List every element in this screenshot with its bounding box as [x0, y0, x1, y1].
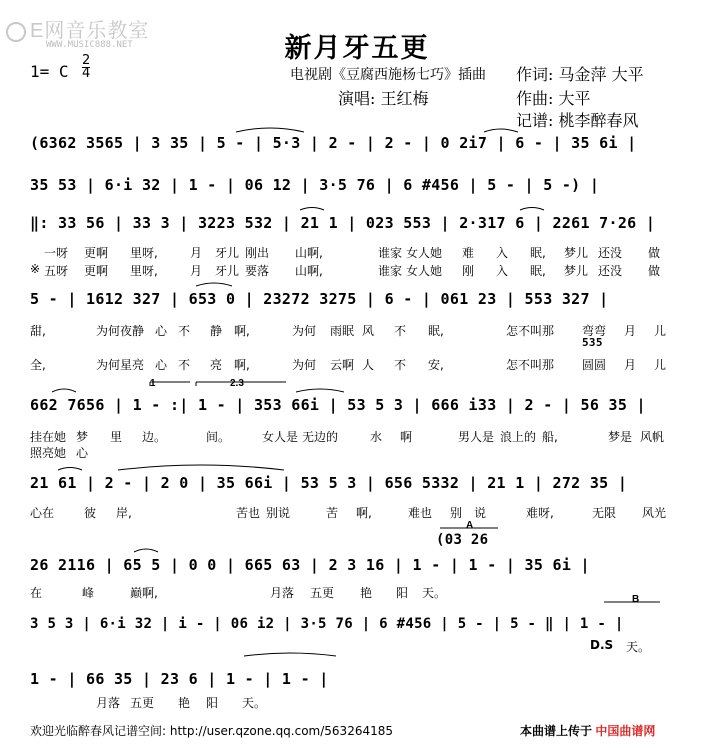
- lyric-word: 间。: [206, 430, 231, 444]
- lyric-word: 啊,: [356, 506, 372, 520]
- singer: 演唱: 王红梅: [338, 89, 429, 108]
- watermark-url: WWW.MUSIC888.NET: [46, 40, 133, 50]
- lyric-word: 不: [178, 324, 191, 338]
- lyric-word: 做: [648, 264, 661, 278]
- lyric-word: 云啊: [330, 358, 355, 372]
- lyric-word: 入: [496, 264, 509, 278]
- lyric-word: 船,: [542, 430, 558, 444]
- lyric-word: 梦是: [608, 430, 633, 444]
- lyric-word: 五呀: [44, 264, 69, 278]
- lyric-word: 月: [190, 264, 203, 278]
- lyric-word: 心在: [30, 506, 55, 520]
- lyric-word: 风帆: [640, 430, 665, 444]
- subtitle: 电视剧《豆腐西施杨七巧》插曲: [290, 67, 486, 83]
- lyric-word: 风光: [642, 506, 667, 520]
- lyric-word: 更啊: [84, 246, 109, 260]
- lyric-word: 风: [362, 324, 375, 338]
- lyric-word: 不: [394, 324, 407, 338]
- lyric-word: 为何夜静: [96, 324, 145, 338]
- score-row-4: 5 - | 1612 327 | 653 0 | 23272 3275 | 6 - | 061 23 | 553 327 |: [30, 290, 609, 308]
- lyric-word: 月: [624, 324, 637, 338]
- lyric-word: 阳: [396, 586, 409, 600]
- slur-arc: [134, 549, 158, 552]
- score-row-9: 1 - | 66 35 | 23 6 | 1 - | 1 - |: [30, 670, 329, 688]
- lyric-word: 不: [394, 358, 407, 372]
- lyric-word: 挂在她: [30, 430, 67, 444]
- lyric-word: 在: [30, 586, 43, 600]
- lyric-word: 里呀,: [130, 264, 158, 278]
- lyric-word: 月: [624, 358, 637, 372]
- lyric-word: 亮: [210, 358, 223, 372]
- lyric-word: 安,: [428, 358, 444, 372]
- lyric-word: 里呀,: [130, 246, 158, 260]
- slur-arc: [196, 283, 232, 286]
- transcriber: 记谱: 桃李醉春风: [516, 111, 639, 130]
- lyric-word: 五更: [310, 586, 335, 600]
- score-row-6: 21 61 | 2 - | 2 0 | 35 66i | 53 5 3 | 656 5332 | 21 1 | 272 35 |: [30, 474, 628, 492]
- slur-arc: [236, 128, 304, 132]
- bracket-notes: (03 26: [436, 532, 489, 548]
- ending-2-label: 2.3: [230, 378, 244, 389]
- lyric-word: 男人是: [458, 430, 495, 444]
- score-row-3: ‖: 33 56 | 33 3 | 3223 532 | 21 1 | 023 553 | 2·317 6 | 2261 7·26 |: [30, 214, 656, 232]
- lyric-word: 月落: [270, 586, 295, 600]
- lyric-word: 儿: [654, 358, 667, 372]
- lyric-word: 眠,: [428, 324, 444, 338]
- lyric-word: 静: [210, 324, 223, 338]
- lyric-word: 山啊,: [295, 246, 323, 260]
- footer-visit-text: 欢迎光临醉春风记谱空间: http://user.qzone.qq.com/563264185: [30, 724, 394, 738]
- lyric-word: 彼: [84, 506, 97, 520]
- meter-top: 2: [82, 53, 91, 68]
- score-row-1: (6362 3565 | 3 35 | 5 - | 5·3 | 2 - | 2 - | 0 2i7 | 6 - | 35 6i |: [30, 134, 637, 152]
- footer-brand: 中国曲谱网: [595, 724, 656, 738]
- lyric-word: 无限: [592, 506, 617, 520]
- footer-upload-label: 本曲谱上传于: [520, 724, 593, 738]
- lyric-word: 别说: [266, 506, 291, 520]
- lyric-word: 岸,: [116, 506, 132, 520]
- lyric-word: 别: [450, 506, 463, 520]
- score-row-8: 3 5 3 | 6·i 32 | i - | 06 i2 | 3·5 76 | 6 #456 | 5 - | 5 - ‖ | 1 - |: [30, 616, 624, 632]
- segno-icon: ※: [30, 262, 41, 276]
- lyric-word: 无边的: [302, 430, 339, 444]
- lyric-word: 女人她: [406, 264, 443, 278]
- lyric-word: 女人她: [406, 246, 443, 260]
- lyric-word: 水: [370, 430, 383, 444]
- key-signature: 1= C: [30, 62, 69, 81]
- marker-a: A: [466, 520, 474, 531]
- score-row-5: 662 7656 | 1 - :| 1 - | 353 66i | 53 5 3 | 666 i33 | 2 - | 56 35 |: [30, 396, 646, 414]
- lyric-word: 月: [190, 246, 203, 260]
- lyric-word: 难: [462, 246, 475, 260]
- ending-1-label: 1: [150, 378, 156, 389]
- lyric-word: 巅啊,: [130, 586, 158, 600]
- lyric-word: 五更: [130, 696, 155, 710]
- composer: 作曲: 大平: [516, 89, 591, 108]
- lyric-word: 天。: [422, 586, 447, 600]
- lyric-word: 为何: [292, 358, 317, 372]
- slur-arc: [58, 468, 82, 471]
- score-row-7: 26 2116 | 65 5 | 0 0 | 665 63 | 2 3 16 | 1 - | 1 - | 35 6i |: [30, 556, 590, 574]
- lyric-word: 山啊,: [295, 264, 323, 278]
- lyric-word: 苦也: [236, 506, 261, 520]
- lyric-word: 怎不叫那: [506, 358, 555, 372]
- lyric-word: 牙儿: [215, 246, 240, 260]
- lyric-word: 人: [362, 358, 375, 372]
- footer-upload: [520, 722, 655, 739]
- song-title: 新月牙五更: [284, 33, 430, 64]
- alt-notes: 535: [582, 336, 603, 349]
- lyric-word: 边。: [142, 430, 167, 444]
- lyric-word: 刚出: [245, 246, 270, 260]
- lyric-word: 天。: [242, 696, 267, 710]
- lyric-word: 心: [76, 446, 89, 460]
- lyric-word: 啊,: [234, 358, 250, 372]
- lyric-word: 还没: [598, 246, 623, 260]
- lyric-word: 还没: [598, 264, 623, 278]
- lyric-word: 梦: [76, 430, 89, 444]
- lyric-word: 女人是: [262, 430, 299, 444]
- lyric-word: 牙儿: [215, 264, 240, 278]
- slur-arc: [52, 389, 76, 392]
- lyric-word: 入: [496, 246, 509, 260]
- meter-bottom: 4: [82, 66, 91, 81]
- lyric-word: 浪上的: [500, 430, 537, 444]
- lyric-word: 照亮她: [30, 446, 67, 460]
- lyric-word: 为何: [292, 324, 317, 338]
- ds-marking: D.S: [590, 638, 614, 652]
- slur-arc: [300, 208, 324, 211]
- lyric-word: 难也: [408, 506, 433, 520]
- lyric-word: 啊,: [234, 324, 250, 338]
- lyric-word: 不: [178, 358, 191, 372]
- lyric-word: 一呀: [44, 246, 69, 260]
- lyric-word: 眠,: [530, 246, 546, 260]
- ending-2-bracket: [196, 382, 286, 386]
- lyric-word: 弯弯: [582, 324, 607, 338]
- lyric-word: 做: [648, 246, 661, 260]
- lyric-word: 月落: [96, 696, 121, 710]
- lyric-word: 圆圆: [582, 358, 607, 372]
- lyric-word: 难呀,: [526, 506, 554, 520]
- lyric-word: 里: [110, 430, 123, 444]
- lyric-word: 甜,: [30, 324, 46, 338]
- lyric-word: 梦儿: [564, 246, 589, 260]
- lyric-word: 说: [474, 506, 487, 520]
- slur-arc: [520, 208, 544, 211]
- lyric-word: 啊: [400, 430, 413, 444]
- slur-arc: [484, 129, 518, 132]
- slur-arc: [118, 465, 284, 470]
- slur-arc: [296, 389, 344, 392]
- slur-arc: [244, 653, 336, 656]
- lyric-word: 全,: [30, 358, 46, 372]
- lyric-word: 怎不叫那: [506, 324, 555, 338]
- lyric-word: 雨眠: [330, 324, 355, 338]
- marker-b: B: [632, 594, 640, 605]
- ending-1-bracket: [150, 382, 190, 386]
- lyric-word: 梦儿: [564, 264, 589, 278]
- lyric-word: 心: [155, 358, 168, 372]
- lyric-word: 刚: [462, 264, 475, 278]
- lyric-word: 为何星亮: [96, 358, 145, 372]
- lyricist: 作词: 马金萍 大平: [516, 65, 644, 84]
- lyric-word: 阳: [206, 696, 219, 710]
- lyric-word: 苦: [326, 506, 339, 520]
- score-row-2: 35 53 | 6·i 32 | 1 - | 06 12 | 3·5 76 | 6 #456 | 5 - | 5 -) |: [30, 176, 600, 194]
- lyric-word: 心: [155, 324, 168, 338]
- watermark-text: E网音乐教室: [30, 20, 150, 42]
- lyric-word: 艳: [360, 586, 373, 600]
- lyric-word: 艳: [178, 696, 191, 710]
- lyric-word: 眠,: [530, 264, 546, 278]
- lyric-word: 要落: [245, 264, 270, 278]
- lyric-word: 峰: [82, 586, 95, 600]
- lyric-word: 更啊: [84, 264, 109, 278]
- lyric-word: 谁家: [378, 246, 403, 260]
- lyric-word: 谁家: [378, 264, 403, 278]
- lyric-word: 儿: [654, 324, 667, 338]
- lyric-word: 天。: [626, 640, 651, 654]
